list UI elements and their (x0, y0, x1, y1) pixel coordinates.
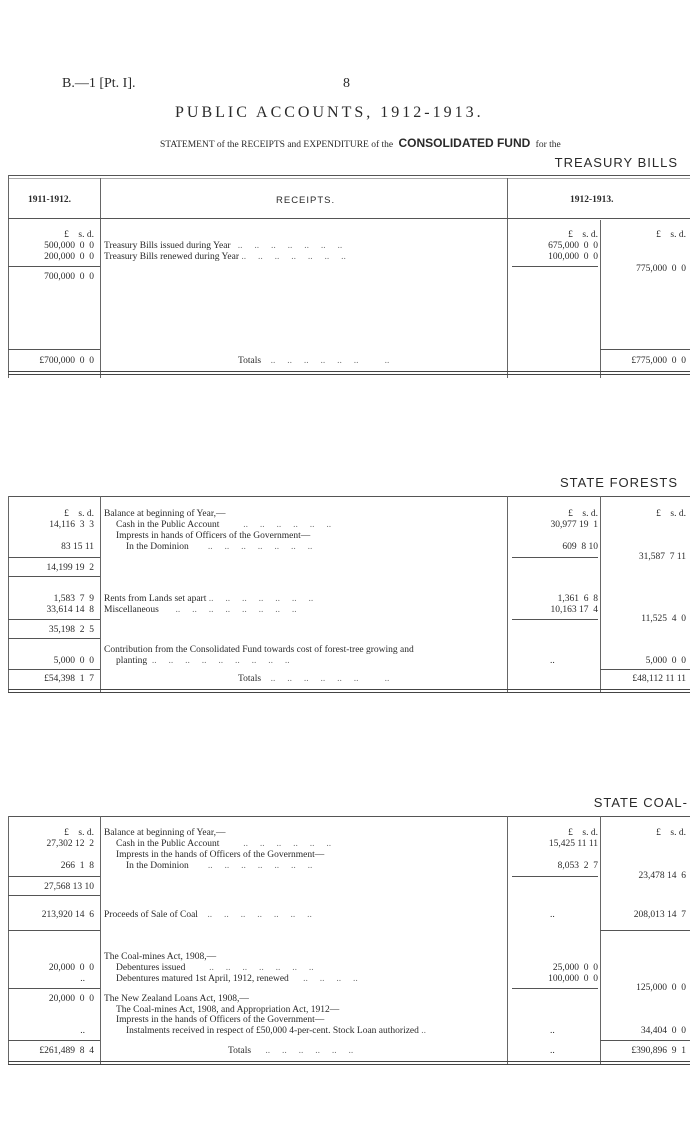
leader-dots: .. (418, 1026, 427, 1036)
page-number: 8 (343, 76, 350, 91)
col-header-prev: 1911-1912. (28, 195, 72, 205)
dominion-label: In the Dominion (126, 861, 189, 871)
totals-prev: £700,000 0 0 (39, 356, 94, 366)
totals-label: Totals (238, 356, 262, 366)
lsd-mid: £ s. d. (568, 230, 598, 240)
deb-curr: 25,000 0 0 (552, 963, 598, 973)
balance-total-curr: 31,587 7 11 (638, 552, 686, 562)
table-row-label (104, 241, 342, 252)
leader-dots: .. .. .. .. .. .. .. (239, 252, 346, 262)
leader-dots: .. .. .. .. .. .. .. (197, 910, 312, 920)
contrib-prev: 5,000 0 0 (53, 656, 94, 666)
sale-row (104, 910, 312, 921)
contrib-label-2: planting (116, 656, 148, 666)
act-sub-curr: 125,000 0 0 (636, 983, 686, 993)
leader-dots: .. .. .. .. .. .. .. (230, 241, 343, 251)
page-title: PUBLIC ACCOUNTS, 1912-1913. (175, 104, 484, 121)
lsd-curr: £ s. d. (656, 509, 686, 519)
leader-dots: .. .. .. .. .. .. .. (185, 963, 314, 973)
statement-text-c: for the (535, 140, 561, 150)
instal-curr: 34,404 0 0 (640, 1026, 686, 1036)
page-ref: B.—1 [Pt. I]. (62, 76, 136, 91)
section-title-coal: STATE COAL- (593, 795, 688, 810)
table-row-curr: 100,000 0 0 (548, 252, 598, 262)
leader-dots: .. .. .. .. .. .. .. (188, 861, 313, 871)
cash-curr: 30,977 19 1 (550, 520, 598, 530)
debm-label: Debentures matured 1st April, 1912, renewed (116, 974, 289, 984)
cash-row (116, 520, 331, 531)
lsd-curr: £ s. d. (656, 828, 686, 838)
sub-curr: 11,525 4 0 (641, 614, 686, 624)
table-row-label (104, 252, 346, 263)
rents-row (104, 594, 313, 605)
dominion-row (126, 542, 312, 553)
misc-label: Miscellaneous (104, 605, 159, 615)
totals-curr: £390,896 9 1 (631, 1046, 686, 1056)
totals-row (238, 356, 389, 367)
misc-prev: 33,614 14 8 (46, 605, 94, 615)
misc-curr: 10,163 17 4 (550, 605, 598, 615)
deb-label: Debentures issued (116, 963, 186, 973)
misc-row (104, 605, 297, 616)
rents-label: Rents from Lands set apart (104, 594, 207, 604)
deb-prev: 20,000 0 0 (48, 963, 94, 973)
sale-label: Proceeds of Sale of Coal (104, 910, 198, 920)
cash-label: Cash in the Public Account (116, 839, 220, 849)
contrib-row (116, 656, 290, 667)
lsd-mid: £ s. d. (568, 828, 598, 838)
contrib-mid: .. (550, 656, 555, 666)
imprests2-label: Imprests in the hands of Officers of the Government— (116, 1015, 325, 1025)
prev-subtotal: 700,000 0 0 (44, 272, 94, 282)
lsd-curr: £ s. d. (656, 230, 686, 240)
sale-prev: 213,920 14 6 (41, 910, 94, 920)
sub-prev: 35,198 2 5 (48, 625, 94, 635)
totals-curr: £775,000 0 0 (631, 356, 686, 366)
leader-dots: .. .. .. .. .. .. .. (261, 674, 390, 684)
totals-row (228, 1046, 353, 1057)
dominion-curr: 8,053 2 7 (557, 861, 598, 871)
act-label: The Coal-mines Act, 1908,— (104, 952, 217, 962)
totals-label: Totals (228, 1046, 252, 1056)
cash-prev: 27,302 12 2 (46, 839, 94, 849)
cash-curr: 15,425 11 11 (548, 839, 598, 849)
totals-label: Totals (238, 674, 262, 684)
row-text: Treasury Bills issued during Year (104, 241, 231, 251)
totals-prev: £54,398 1 7 (44, 674, 94, 684)
col-header-curr: 1912-1913. (570, 195, 614, 205)
debm-row (116, 974, 358, 985)
instal-mid: .. (550, 1026, 555, 1036)
table-row-prev: 200,000 0 0 (44, 252, 94, 262)
leader-dots: .. .. .. .. (288, 974, 358, 984)
leader-dots: .. .. .. .. .. .. .. (261, 356, 390, 366)
instal-row (126, 1026, 426, 1037)
leader-dots: .. .. .. .. .. .. .. .. (158, 605, 297, 615)
dominion-label: In the Dominion (126, 542, 189, 552)
totals-curr: £48,112 11 11 (632, 674, 686, 684)
instal-label: Instalments received in respect of £50,000 4-per-cent. Stock Loan authorized (126, 1026, 419, 1036)
nzl-label: The New Zealand Loans Act, 1908,— (104, 994, 249, 1004)
leader-dots: .. .. .. .. .. .. (219, 520, 332, 530)
section-title-forests: STATE FORESTS (560, 475, 678, 490)
table-row-curr: 675,000 0 0 (548, 241, 598, 251)
dominion-prev: 266 1 8 (60, 861, 94, 871)
imprests-label: Imprests in the hands of Officers of the Government— (116, 850, 325, 860)
lsd-prev: £ s. d. (64, 230, 94, 240)
section-title-treasury: TREASURY BILLS (554, 155, 678, 170)
rents-curr: 1,361 6 8 (557, 594, 598, 604)
leader-dots: .. .. .. .. .. .. .. .. .. (147, 656, 290, 666)
table-row-prev: 500,000 0 0 (44, 241, 94, 251)
instal-prev: .. (80, 1026, 85, 1036)
sale-curr: 208,013 14 7 (633, 910, 686, 920)
balance-total-prev: 27,568 13 10 (44, 882, 94, 892)
debm-prev: .. (80, 974, 85, 984)
dominion-prev: 83 15 11 (61, 542, 94, 552)
contrib-curr: 5,000 0 0 (645, 656, 686, 666)
totals-mid: .. (550, 1046, 555, 1056)
dominion-curr: 609 8 10 (562, 542, 598, 552)
balance-total-prev: 14,199 19 2 (46, 563, 94, 573)
lsd-prev: £ s. d. (64, 509, 94, 519)
row-text: Treasury Bills renewed during Year (104, 252, 240, 262)
cash-row (116, 839, 331, 850)
debm-curr: 100,000 0 0 (548, 974, 598, 984)
leader-dots: .. .. .. .. .. .. (219, 839, 332, 849)
balance-label: Balance at beginning of Year,— (104, 509, 226, 519)
coal-mines-label: The Coal-mines Act, 1908, and Appropriation Act, 1912— (116, 1005, 340, 1015)
leader-dots: .. .. .. .. .. .. .. (206, 594, 314, 604)
rents-prev: 1,583 7 9 (53, 594, 94, 604)
statement-line (160, 136, 561, 150)
dominion-row (126, 861, 312, 872)
cash-label: Cash in the Public Account (116, 520, 220, 530)
deb-row (116, 963, 314, 974)
totals-prev: £261,489 8 4 (39, 1046, 94, 1056)
sale-mid: .. (550, 910, 555, 920)
imprests-label: Imprests in hands of Officers of the Government— (116, 531, 311, 541)
statement-text-a: STATEMENT of the RECEIPTS and EXPENDITURE of the (160, 140, 394, 150)
act-sub-prev: 20,000 0 0 (48, 994, 94, 1004)
statement-text-b: CONSOLIDATED FUND (398, 136, 531, 150)
col-header-receipts: RECEIPTS. (276, 195, 336, 206)
leader-dots: .. .. .. .. .. .. (251, 1046, 354, 1056)
cash-prev: 14,116 3 3 (49, 520, 94, 530)
totals-row (238, 674, 389, 685)
contrib-label-1: Contribution from the Consolidated Fund towards cost of forest-tree growing and (104, 645, 414, 655)
balance-label: Balance at beginning of Year,— (104, 828, 226, 838)
balance-total-curr: 23,478 14 6 (638, 871, 686, 881)
lsd-prev: £ s. d. (64, 828, 94, 838)
lsd-mid: £ s. d. (568, 509, 598, 519)
curr-total: 775,000 0 0 (636, 264, 686, 274)
leader-dots: .. .. .. .. .. .. .. (188, 542, 313, 552)
